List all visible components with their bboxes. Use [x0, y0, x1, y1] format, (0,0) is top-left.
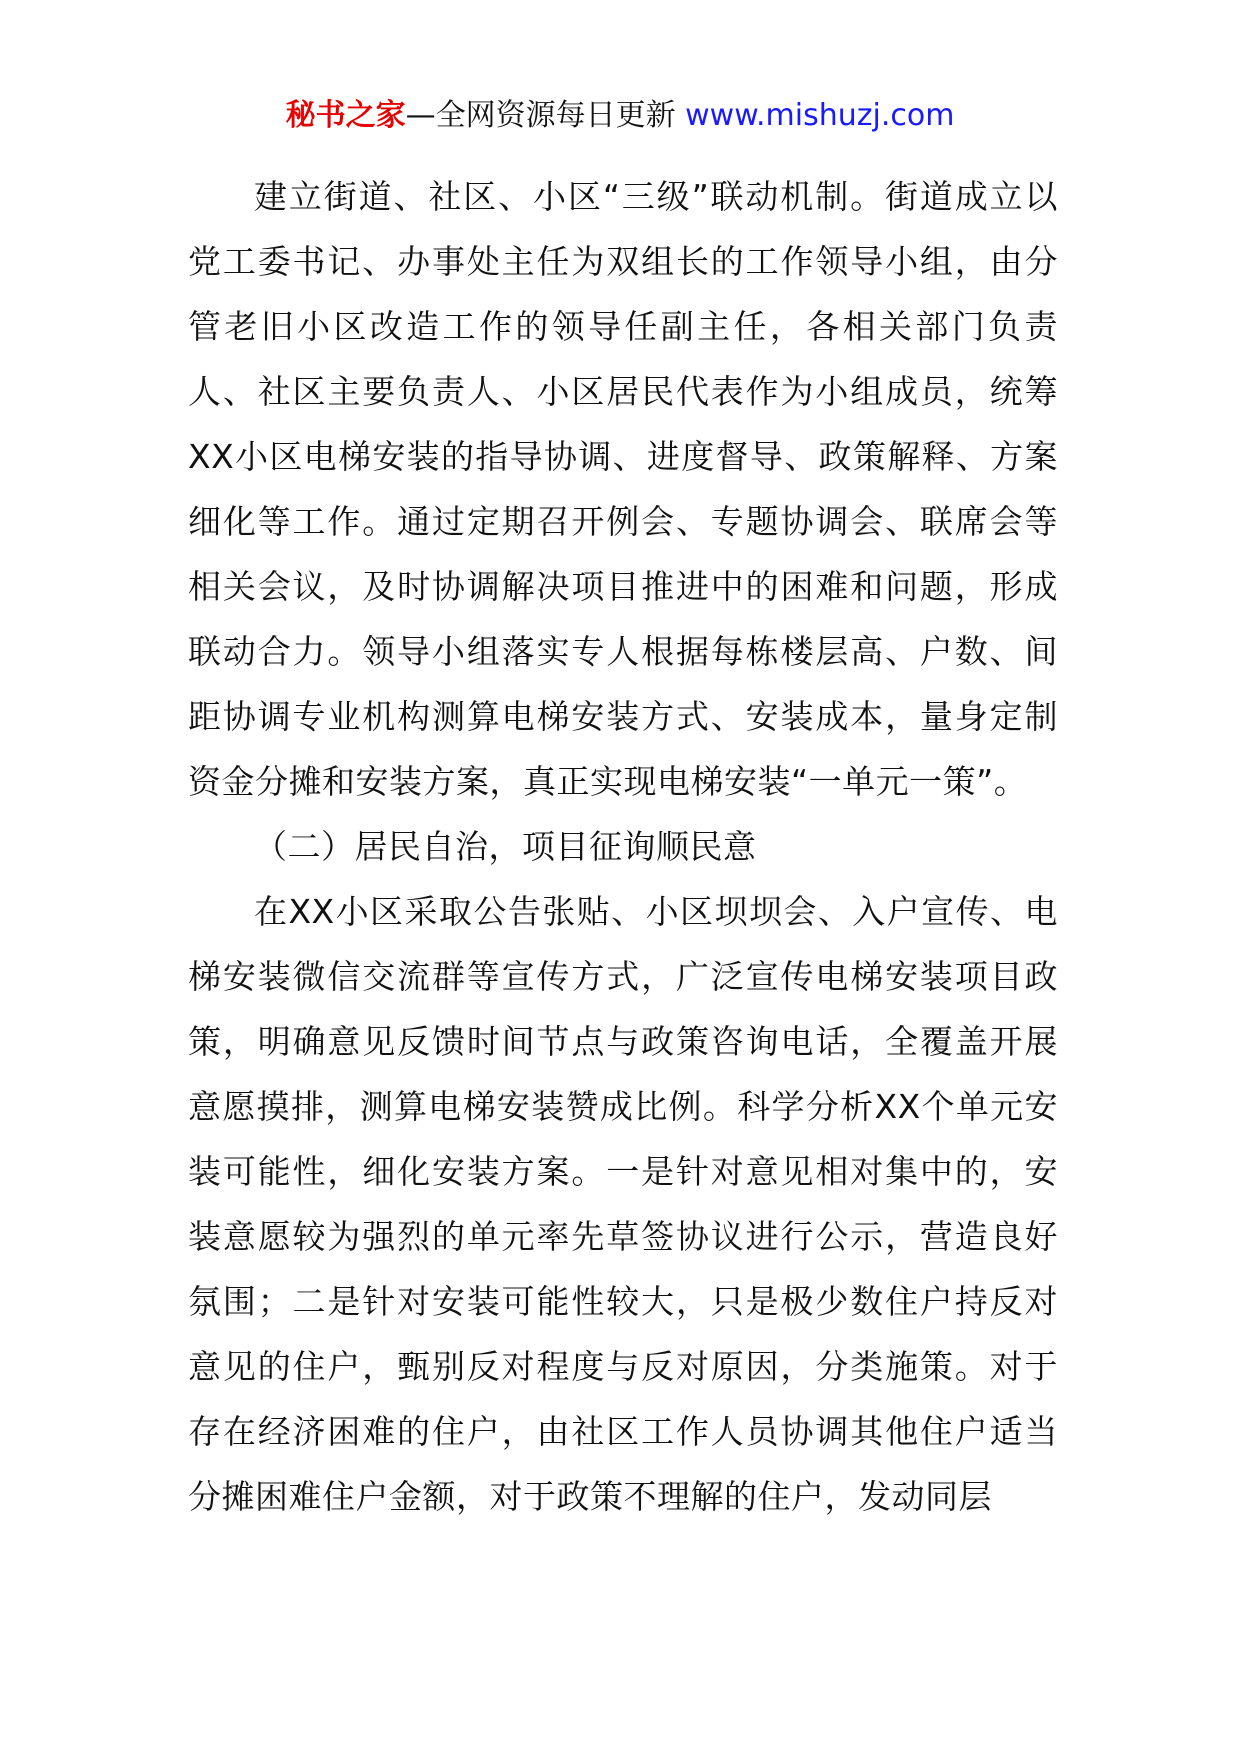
document-body: [188, 164, 1058, 1529]
body-paragraph: 在XX小区采取公告张贴、小区坝坝会、入户宣传、电梯安装微信交流群等宣传方式，广泛宣传电梯安装项目政策，明确意见反馈时间节点与政策咨询电话，全覆盖开展意愿摸排，测算电梯安装赞成比例。科学分析XX个单元安装可能性，细化安装方案。一是针对意见相对集中的，安装意愿较为强烈的单元率先草签协议进行公示，营造良好氛围；二是针对安装可能性较大，只是极少数住户持反对意见的住户，甄别反对程度与反对原因，分类施策。对于存在经济困难的住户，由社区工作人员协调其他住户适当分摊困难住户金额，对于政策不理解的住户，发动同层: [188, 892, 1058, 1516]
site-slogan: —全网资源每日更新: [405, 98, 686, 133]
site-brand: 秘书之家: [285, 98, 406, 133]
section-heading: （二）居民自治，项目征询顺民意: [254, 827, 757, 866]
page-header: [0, 96, 1240, 136]
site-url-link[interactable]: www.mishuzj.com: [685, 98, 955, 133]
body-paragraph: 建立街道、社区、小区“三级”联动机制。街道成立以党工委书记、办事处主任为双组长的工作领导小组，由分管老旧小区改造工作的领导任副主任，各相关部门负责人、社区主要负责人、小区居民代表作为小组成员，统筹XX小区电梯安装的指导协调、进度督导、政策解释、方案细化等工作。通过定期召开例会、专题协调会、联席会等相关会议，及时协调解决项目推进中的困难和问题，形成联动合力。领导小组落实专人根据每栋楼层高、户数、间距协调专业机构测算电梯安装方式、安装成本，量身定制资金分摊和安装方案，真正实现电梯安装“一单元一策”。: [188, 177, 1058, 801]
